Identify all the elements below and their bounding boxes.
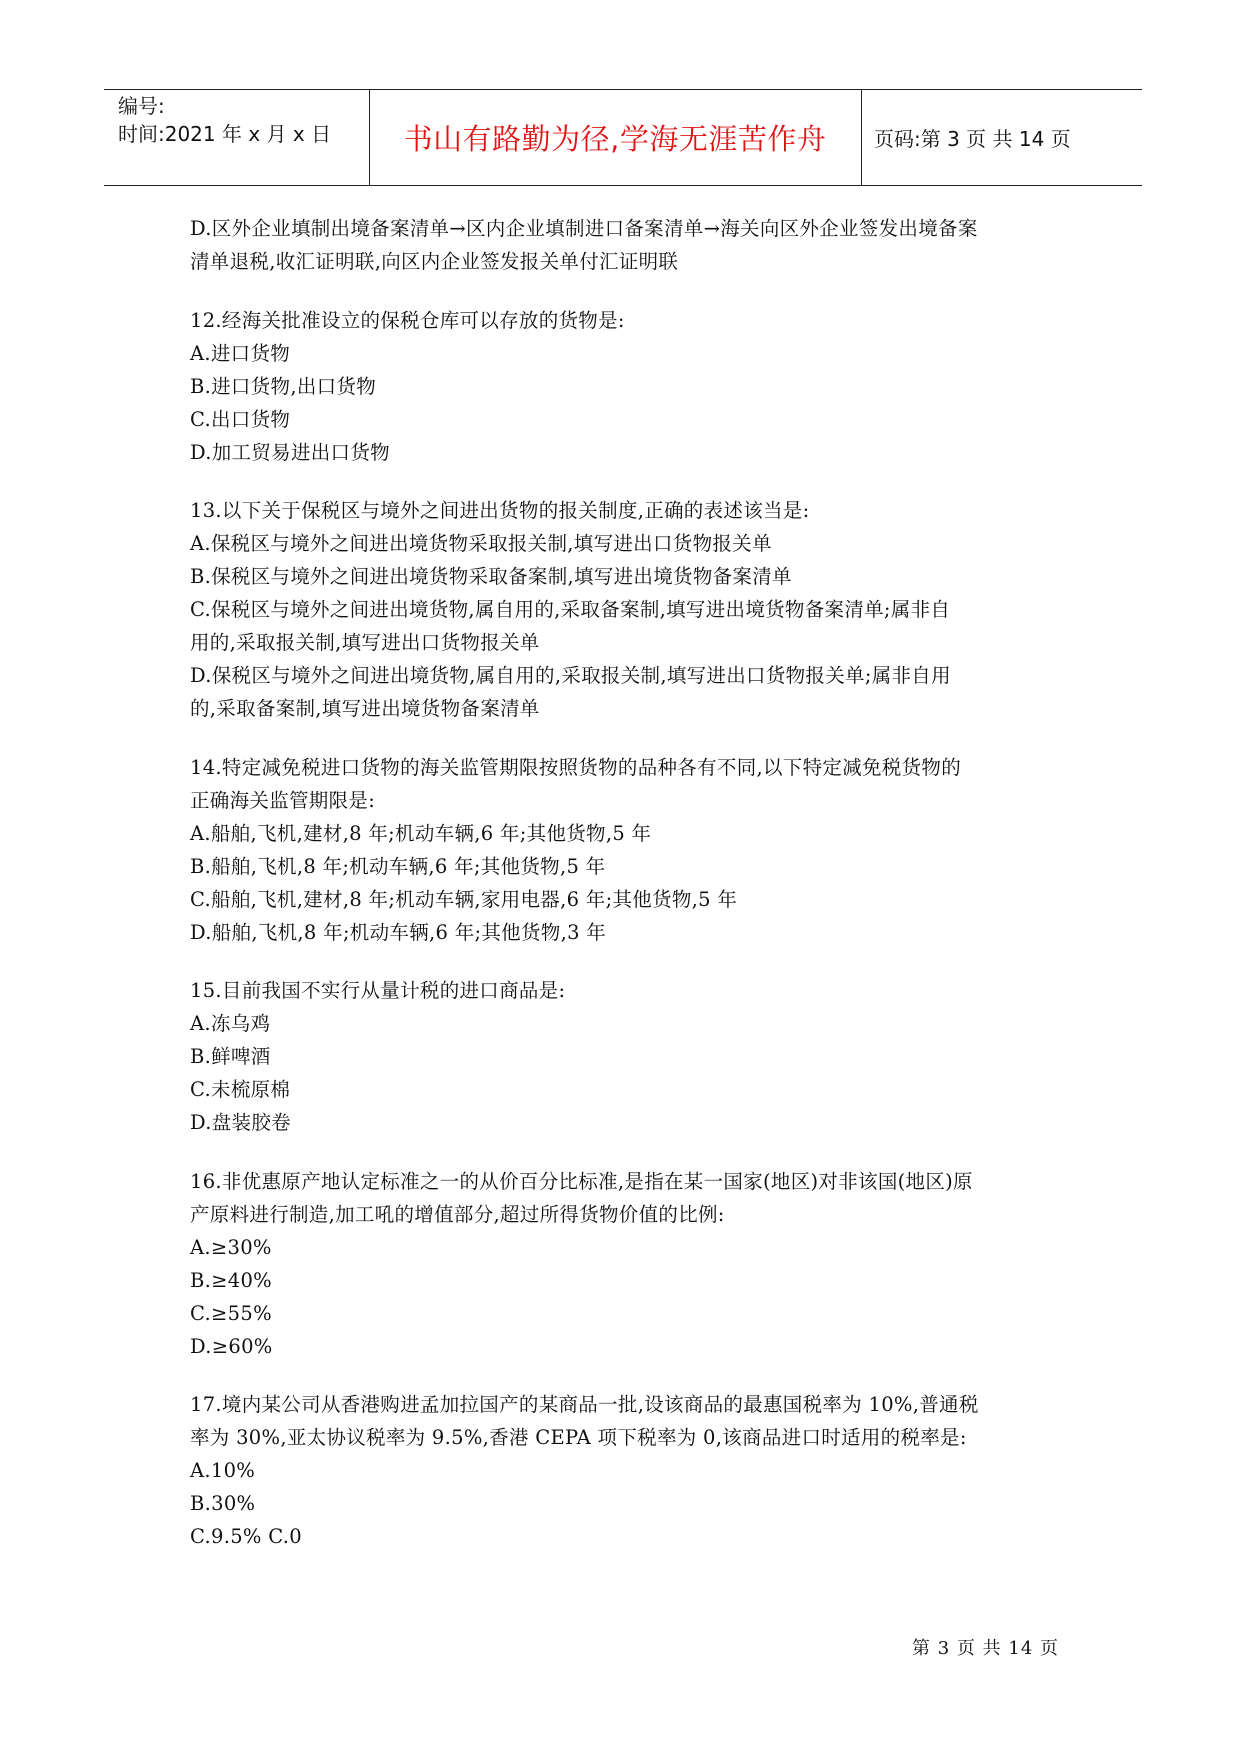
- question-block: [190, 212, 1070, 278]
- question-text: 14.特定减免税进口货物的海关监管期限按照货物的品种各有不同,以下特定减免税货物的: [190, 755, 962, 779]
- answer-option: C.未梳原棉: [190, 1078, 291, 1101]
- answer-option: 的,采取备案制,填写进出境货物备案清单: [190, 697, 540, 720]
- header-motto: 书山有路勤为径,学海无涯苦作舟: [403, 122, 827, 156]
- answer-option: A.船舶,飞机,建材,8 年;机动车辆,6 年;其他货物,5 年: [190, 821, 652, 845]
- header-page-info: 页码:第 3 页 共 14 页: [874, 127, 1071, 151]
- question-text: 正确海关监管期限是:: [190, 788, 376, 812]
- question-text: 17.境内某公司从香港购进孟加拉国产的某商品一批,设该商品的最惠国税率为 10%,普通税: [190, 1393, 979, 1416]
- question-block: [190, 1165, 1070, 1363]
- answer-option: A.进口货物: [190, 341, 291, 365]
- answer-option: D.盘装胶卷: [190, 1111, 291, 1134]
- answer-option: C.≥55%: [190, 1301, 272, 1325]
- question-line: D.区外企业填制出境备案清单→区内企业填制进口备案清单→海关向区外企业签发出境备案: [190, 217, 978, 240]
- page-header: [104, 89, 1142, 186]
- question-text: 15.目前我国不实行从量计税的进口商品是:: [190, 979, 566, 1002]
- question-line: 清单退税,收汇证明联,向区内企业签发报关单付汇证明联: [190, 250, 679, 273]
- header-meta: [118, 92, 348, 148]
- answer-option: B.30%: [190, 1492, 256, 1515]
- answer-option: A.≥30%: [190, 1235, 272, 1259]
- question-block: [190, 304, 1070, 469]
- answer-option: B.船舶,飞机,8 年;机动车辆,6 年;其他货物,5 年: [190, 854, 606, 878]
- question-text: 产原料进行制造,加工吼的增值部分,超过所得货物价值的比例:: [190, 1202, 725, 1226]
- answer-option: C.9.5% C.0: [190, 1525, 302, 1548]
- answer-option: B.≥40%: [190, 1268, 273, 1292]
- document-time-label: 时间:2021 年 x 月 x 日: [118, 122, 332, 146]
- question-text: 13.以下关于保税区与境外之间进出货物的报关制度,正确的表述该当是:: [190, 499, 810, 522]
- answer-option: D.保税区与境外之间进出境货物,属自用的,采取报关制,填写进出口货物报关单;属非自用: [190, 664, 951, 687]
- question-block: [190, 494, 1070, 725]
- question-text: 16.非优惠原产地认定标准之一的从价百分比标准,是指在某一国家(地区)对非该国(地区)原: [190, 1169, 973, 1193]
- answer-option: D.≥60%: [190, 1334, 273, 1358]
- answer-option: C.保税区与境外之间进出境货物,属自用的,采取备案制,填写进出境货物备案清单;属非自: [190, 598, 951, 621]
- answer-option: A.保税区与境外之间进出境货物采取报关制,填写进出口货物报关单: [190, 532, 772, 555]
- document-number-label: 编号:: [118, 94, 165, 118]
- header-divider-left: [369, 90, 370, 185]
- answer-option: C.船舶,飞机,建材,8 年;机动车辆,家用电器,6 年;其他货物,5 年: [190, 887, 738, 911]
- answer-option: C.出口货物: [190, 407, 291, 431]
- page-footer: 第 3 页 共 14 页: [912, 1638, 1059, 1659]
- answer-option: B.进口货物,出口货物: [190, 374, 377, 398]
- answer-option: A.冻乌鸡: [190, 1012, 271, 1035]
- question-text: 12.经海关批准设立的保税仓库可以存放的货物是:: [190, 308, 625, 332]
- answer-option: 用的,采取报关制,填写进出口货物报关单: [190, 631, 540, 654]
- answer-option: D.加工贸易进出口货物: [190, 440, 390, 464]
- document-body: [190, 212, 1070, 1579]
- question-block: [190, 974, 1070, 1139]
- header-divider-right: [861, 90, 862, 185]
- answer-option: D.船舶,飞机,8 年;机动车辆,6 年;其他货物,3 年: [190, 920, 607, 944]
- question-text: 率为 30%,亚太协议税率为 9.5%,香港 CEPA 项下税率为 0,该商品进口时适用的税率是:: [190, 1426, 967, 1449]
- answer-option: B.鲜啤酒: [190, 1045, 271, 1068]
- question-block: [190, 751, 1070, 949]
- question-block: [190, 1388, 1070, 1553]
- answer-option: B.保税区与境外之间进出境货物采取备案制,填写进出境货物备案清单: [190, 565, 792, 588]
- answer-option: A.10%: [190, 1459, 256, 1482]
